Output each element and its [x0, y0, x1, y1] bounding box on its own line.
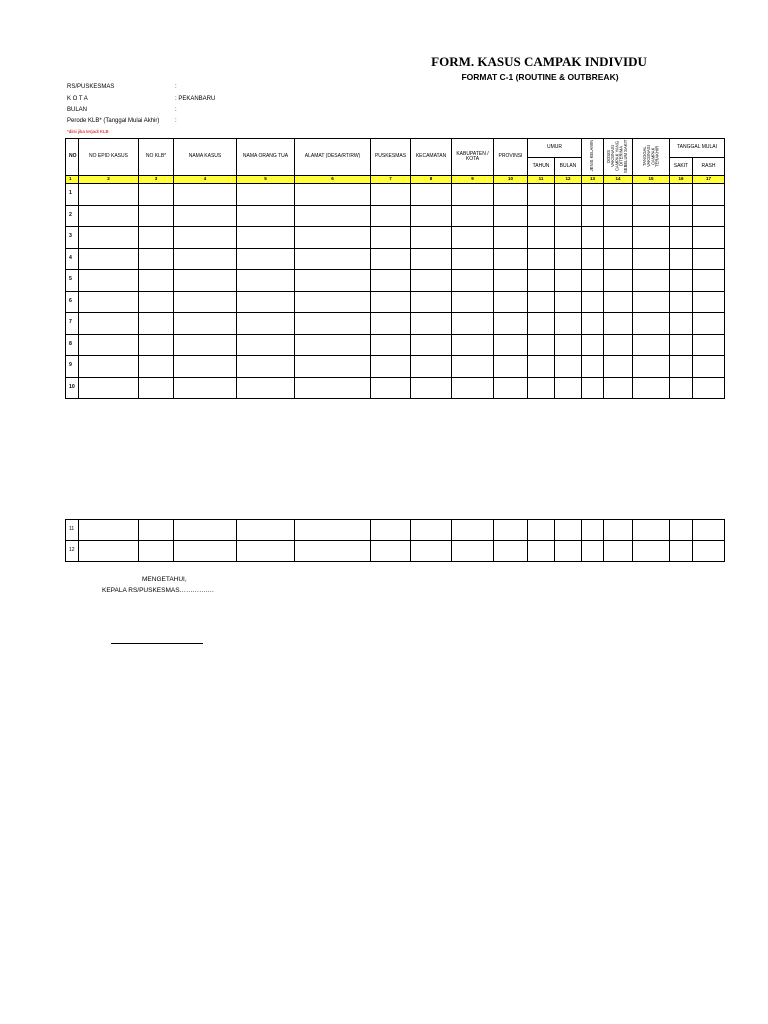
table-cell[interactable] [670, 356, 693, 378]
table-cell[interactable] [494, 334, 528, 356]
header-tgl-vaksinasi [633, 139, 670, 176]
table-cell[interactable] [693, 377, 725, 399]
table-cell[interactable] [371, 377, 411, 399]
table-cell[interactable] [295, 291, 371, 313]
table-cell[interactable] [582, 270, 604, 292]
table-cell[interactable] [693, 520, 725, 541]
row-number: 7 [66, 313, 79, 335]
table-cell[interactable] [528, 248, 555, 270]
table-cell[interactable] [174, 291, 237, 313]
meta-bulan [67, 107, 177, 113]
table-cell[interactable] [555, 227, 582, 249]
kota-label: K O T A [67, 96, 88, 102]
table-cell[interactable] [670, 205, 693, 227]
table-cell[interactable] [582, 377, 604, 399]
table-cell[interactable] [582, 184, 604, 206]
table-cell[interactable] [452, 205, 494, 227]
table-cell[interactable] [411, 205, 452, 227]
table-cell[interactable] [174, 356, 237, 378]
tgl-vaksinasi-text: TANGGAL VAKSINASI CAMPAK TERAKHIR [641, 144, 660, 167]
table-cell[interactable] [237, 541, 295, 562]
table-cell[interactable] [371, 270, 411, 292]
table-cell[interactable] [633, 377, 670, 399]
col-num: 6 [295, 176, 371, 184]
table-cell[interactable] [494, 313, 528, 335]
kota-value: : PEKANBARU [175, 96, 216, 102]
header-sakit: SAKIT [670, 158, 693, 176]
col-num: 12 [555, 176, 582, 184]
col-num: 5 [237, 176, 295, 184]
table-cell[interactable] [582, 356, 604, 378]
table-row [66, 184, 725, 206]
row-number: 10 [66, 377, 79, 399]
table-cell[interactable] [528, 377, 555, 399]
table-cell[interactable] [79, 291, 139, 313]
column-number-row [66, 176, 725, 184]
col-num: 2 [79, 176, 139, 184]
table-cell[interactable] [604, 377, 633, 399]
table-cell[interactable] [79, 248, 139, 270]
form-title: FORM. KASUS CAMPAK INDIVIDU [431, 54, 647, 69]
table-cell[interactable] [604, 356, 633, 378]
case-table-continued [65, 519, 725, 562]
table-cell[interactable] [528, 227, 555, 249]
table-cell[interactable] [79, 227, 139, 249]
header-no: NO [66, 139, 79, 176]
table-cell[interactable] [174, 377, 237, 399]
header-nama-ortu: NAMA ORANG TUA [237, 139, 295, 176]
table-cell[interactable] [604, 184, 633, 206]
table-cell[interactable] [693, 184, 725, 206]
table-cell[interactable] [633, 541, 670, 562]
table-cell[interactable] [604, 541, 633, 562]
col-num: 10 [494, 176, 528, 184]
table-cell[interactable] [139, 377, 174, 399]
table-cell[interactable] [411, 520, 452, 541]
table-cell[interactable] [633, 291, 670, 313]
table-cell[interactable] [237, 356, 295, 378]
row-number: 8 [66, 334, 79, 356]
header-dosis [604, 139, 633, 176]
table-cell[interactable] [139, 520, 174, 541]
periode-value: : [175, 118, 177, 124]
table-cell[interactable] [174, 248, 237, 270]
table-cell[interactable] [693, 291, 725, 313]
klb-note: *diisi jika terjadi KLB [67, 129, 109, 134]
table-cell[interactable] [555, 205, 582, 227]
table-row [66, 313, 725, 335]
bulan-label: BULAN [67, 107, 88, 113]
table-cell[interactable] [693, 313, 725, 335]
table-cell[interactable] [295, 356, 371, 378]
periode-label: Perode KLB* (Tanggal Mulai Akhir) [67, 118, 160, 124]
table-cell[interactable] [371, 248, 411, 270]
kepala-label: KEPALA RS/PUSKESMAS……………. [102, 587, 214, 594]
table-cell[interactable] [452, 184, 494, 206]
table-cell[interactable] [582, 227, 604, 249]
case-table-body [66, 184, 725, 399]
table-cell[interactable] [139, 313, 174, 335]
col-num: 13 [582, 176, 604, 184]
table-cell[interactable] [555, 377, 582, 399]
table-row [66, 520, 725, 541]
table-cell[interactable] [582, 334, 604, 356]
header-kabupaten: KABUPATEN / KOTA [452, 139, 494, 176]
table-cell[interactable] [139, 227, 174, 249]
table-cell[interactable] [604, 248, 633, 270]
table-cell[interactable] [693, 541, 725, 562]
table-cell[interactable] [79, 541, 139, 562]
table-cell[interactable] [494, 248, 528, 270]
table-cell[interactable] [174, 541, 237, 562]
table-cell[interactable] [295, 184, 371, 206]
table-cell[interactable] [604, 334, 633, 356]
header-nama-kasus: NAMA KASUS [174, 139, 237, 176]
table-cell[interactable] [633, 356, 670, 378]
table-cell[interactable] [237, 313, 295, 335]
table-cell[interactable] [371, 184, 411, 206]
table-cell[interactable] [528, 334, 555, 356]
table-cell[interactable] [174, 184, 237, 206]
table-cell[interactable] [237, 248, 295, 270]
table-cell[interactable] [79, 356, 139, 378]
table-cell[interactable] [295, 227, 371, 249]
table-cell[interactable] [693, 270, 725, 292]
table-cell[interactable] [237, 184, 295, 206]
table-cell[interactable] [371, 520, 411, 541]
table-cell[interactable] [174, 227, 237, 249]
table-row [66, 541, 725, 562]
header-tahun: TAHUN [528, 158, 555, 176]
table-cell[interactable] [528, 313, 555, 335]
table-cell[interactable] [555, 334, 582, 356]
table-cell[interactable] [174, 313, 237, 335]
table-cell[interactable] [411, 313, 452, 335]
table-row [66, 356, 725, 378]
table-cell[interactable] [139, 205, 174, 227]
table-cell[interactable] [670, 541, 693, 562]
header-kecamatan: KECAMATAN [411, 139, 452, 176]
table-cell[interactable] [295, 377, 371, 399]
table-cell[interactable] [237, 227, 295, 249]
table-cell[interactable] [604, 270, 633, 292]
table-cell[interactable] [494, 227, 528, 249]
table-cell[interactable] [295, 313, 371, 335]
table-cell[interactable] [174, 520, 237, 541]
table-cell[interactable] [633, 520, 670, 541]
header-tanggal-mulai: TANGGAL MULAI [670, 139, 725, 158]
table-cell[interactable] [452, 248, 494, 270]
table-cell[interactable] [582, 520, 604, 541]
col-num: 16 [670, 176, 693, 184]
table-cell[interactable] [411, 184, 452, 206]
table-cell[interactable] [452, 356, 494, 378]
table-cell[interactable] [79, 334, 139, 356]
col-num: 4 [174, 176, 237, 184]
table-cell[interactable] [494, 270, 528, 292]
header-puskesmas: PUSKESMAS [371, 139, 411, 176]
table-cell[interactable] [670, 334, 693, 356]
table-cell[interactable] [411, 541, 452, 562]
table-cell[interactable] [295, 334, 371, 356]
table-cell[interactable] [452, 334, 494, 356]
table-cell[interactable] [670, 520, 693, 541]
table-cell[interactable] [139, 291, 174, 313]
table-cell[interactable] [555, 520, 582, 541]
row-number: 9 [66, 356, 79, 378]
row-number: 1 [66, 184, 79, 206]
table-cell[interactable] [693, 356, 725, 378]
table-cell[interactable] [494, 520, 528, 541]
table-row [66, 377, 725, 399]
meta-periode [67, 118, 177, 124]
table-cell[interactable] [670, 270, 693, 292]
table-cell[interactable] [670, 184, 693, 206]
table-cell[interactable] [633, 248, 670, 270]
dosis-text: DOSIS VAKSINASI CAMPAK YANG DITERIMA SEBELUM SAKIT [606, 139, 629, 173]
table-cell[interactable] [295, 270, 371, 292]
table-row [66, 291, 725, 313]
row-number: 2 [66, 205, 79, 227]
table-cell[interactable] [555, 291, 582, 313]
table-row [66, 248, 725, 270]
table-cell[interactable] [139, 541, 174, 562]
table-cell[interactable] [452, 270, 494, 292]
table-cell[interactable] [139, 270, 174, 292]
table-cell[interactable] [494, 205, 528, 227]
row-number: 3 [66, 227, 79, 249]
table-cell[interactable] [693, 205, 725, 227]
table-cell[interactable] [604, 313, 633, 335]
table-cell[interactable] [494, 184, 528, 206]
table-cell[interactable] [604, 291, 633, 313]
header-rash: RASH [693, 158, 725, 176]
meta-kota [67, 96, 215, 102]
table-cell[interactable] [528, 520, 555, 541]
table-cell[interactable] [670, 227, 693, 249]
table-cell[interactable] [670, 248, 693, 270]
table-cell[interactable] [79, 184, 139, 206]
table-cell[interactable] [174, 205, 237, 227]
table-cell[interactable] [79, 520, 139, 541]
table-cell[interactable] [633, 184, 670, 206]
table-cell[interactable] [633, 227, 670, 249]
table-row [66, 334, 725, 356]
col-num: 15 [633, 176, 670, 184]
table-cell[interactable] [494, 291, 528, 313]
table-cell[interactable] [582, 248, 604, 270]
col-num: 11 [528, 176, 555, 184]
table-cell[interactable] [295, 520, 371, 541]
table-cell[interactable] [139, 248, 174, 270]
table-cell[interactable] [604, 520, 633, 541]
header-no-epid: NO EPID KASUS [79, 139, 139, 176]
table-cell[interactable] [371, 356, 411, 378]
col-num: 17 [693, 176, 725, 184]
header-provinsi: PROVINSI [494, 139, 528, 176]
form-subtitle: FORMAT C-1 (ROUTINE & OUTBREAK) [461, 72, 619, 82]
table-cell[interactable] [555, 248, 582, 270]
row-number: 6 [66, 291, 79, 313]
table-cell[interactable] [494, 541, 528, 562]
header-alamat: ALAMAT (DESA/RT/RW) [295, 139, 371, 176]
table-cell[interactable] [79, 205, 139, 227]
table-cell[interactable] [452, 541, 494, 562]
case-table [65, 138, 725, 399]
header-umur: UMUR [528, 139, 582, 158]
mengetahui-label: MENGETAHUI, [142, 576, 187, 583]
table-cell[interactable] [237, 377, 295, 399]
row-number: 11 [66, 520, 79, 541]
table-cell[interactable] [411, 227, 452, 249]
table-cell[interactable] [237, 334, 295, 356]
table-cell[interactable] [555, 313, 582, 335]
table-row [66, 227, 725, 249]
table-cell[interactable] [295, 248, 371, 270]
table-cell[interactable] [582, 291, 604, 313]
table-cell[interactable] [371, 541, 411, 562]
table-cell[interactable] [528, 205, 555, 227]
table-cell[interactable] [670, 313, 693, 335]
table-cell[interactable] [237, 205, 295, 227]
table-cell[interactable] [371, 313, 411, 335]
table-cell[interactable] [670, 291, 693, 313]
header-row-1 [66, 139, 725, 158]
table-cell[interactable] [452, 313, 494, 335]
table-cell[interactable] [139, 184, 174, 206]
table-cell[interactable] [452, 227, 494, 249]
header-bulan: BULAN [555, 158, 582, 176]
table-cell[interactable] [174, 334, 237, 356]
table-cell[interactable] [411, 270, 452, 292]
rs-value: : [175, 84, 177, 90]
table-cell[interactable] [237, 291, 295, 313]
col-num: 14 [604, 176, 633, 184]
row-number: 12 [66, 541, 79, 562]
table-cell[interactable] [295, 205, 371, 227]
table-cell[interactable] [139, 356, 174, 378]
table-cell[interactable] [633, 270, 670, 292]
table-cell[interactable] [371, 291, 411, 313]
table-cell[interactable] [555, 270, 582, 292]
table-cell[interactable] [411, 248, 452, 270]
table-cell[interactable] [633, 205, 670, 227]
row-number: 5 [66, 270, 79, 292]
row-number: 4 [66, 248, 79, 270]
table-cell[interactable] [139, 334, 174, 356]
table-cell[interactable] [494, 377, 528, 399]
table-cell[interactable] [528, 541, 555, 562]
header-no-klb: NO KLB* [139, 139, 174, 176]
table-cell[interactable] [411, 334, 452, 356]
table-cell[interactable] [633, 313, 670, 335]
jenis-kelamin-text: JENIS KELAMIN [589, 140, 595, 172]
table-cell[interactable] [528, 356, 555, 378]
table-cell[interactable] [693, 248, 725, 270]
col-num: 8 [411, 176, 452, 184]
table-cell[interactable] [237, 520, 295, 541]
col-num: 1 [66, 176, 79, 184]
table-cell[interactable] [79, 313, 139, 335]
table-cell[interactable] [452, 377, 494, 399]
table-cell[interactable] [604, 227, 633, 249]
table-cell[interactable] [604, 205, 633, 227]
table-cell[interactable] [633, 334, 670, 356]
table-cell[interactable] [79, 377, 139, 399]
table-cell[interactable] [670, 377, 693, 399]
table-cell[interactable] [295, 541, 371, 562]
table-cell[interactable] [582, 541, 604, 562]
case-table-continued-body [66, 520, 725, 562]
col-num: 3 [139, 176, 174, 184]
table-cell[interactable] [452, 520, 494, 541]
bulan-value: : [175, 107, 177, 113]
table-cell[interactable] [452, 291, 494, 313]
meta-rs [67, 84, 177, 90]
table-cell[interactable] [371, 227, 411, 249]
table-cell[interactable] [528, 291, 555, 313]
table-cell[interactable] [528, 270, 555, 292]
table-row [66, 270, 725, 292]
table-cell[interactable] [237, 270, 295, 292]
table-cell[interactable] [411, 377, 452, 399]
table-cell[interactable] [555, 184, 582, 206]
table-cell[interactable] [582, 313, 604, 335]
table-cell[interactable] [494, 356, 528, 378]
signature-line [111, 643, 203, 644]
table-cell[interactable] [528, 184, 555, 206]
table-cell[interactable] [79, 270, 139, 292]
table-row [66, 205, 725, 227]
table-cell[interactable] [371, 205, 411, 227]
table-cell[interactable] [411, 356, 452, 378]
table-cell[interactable] [693, 227, 725, 249]
table-cell[interactable] [371, 334, 411, 356]
table-cell[interactable] [411, 291, 452, 313]
header-jenis-kelamin [582, 139, 604, 176]
rs-label: RS/PUSKESMAS [67, 84, 115, 90]
table-cell[interactable] [174, 270, 237, 292]
col-num: 7 [371, 176, 411, 184]
table-cell[interactable] [693, 334, 725, 356]
table-cell[interactable] [555, 356, 582, 378]
col-num: 9 [452, 176, 494, 184]
table-cell[interactable] [555, 541, 582, 562]
table-cell[interactable] [582, 205, 604, 227]
